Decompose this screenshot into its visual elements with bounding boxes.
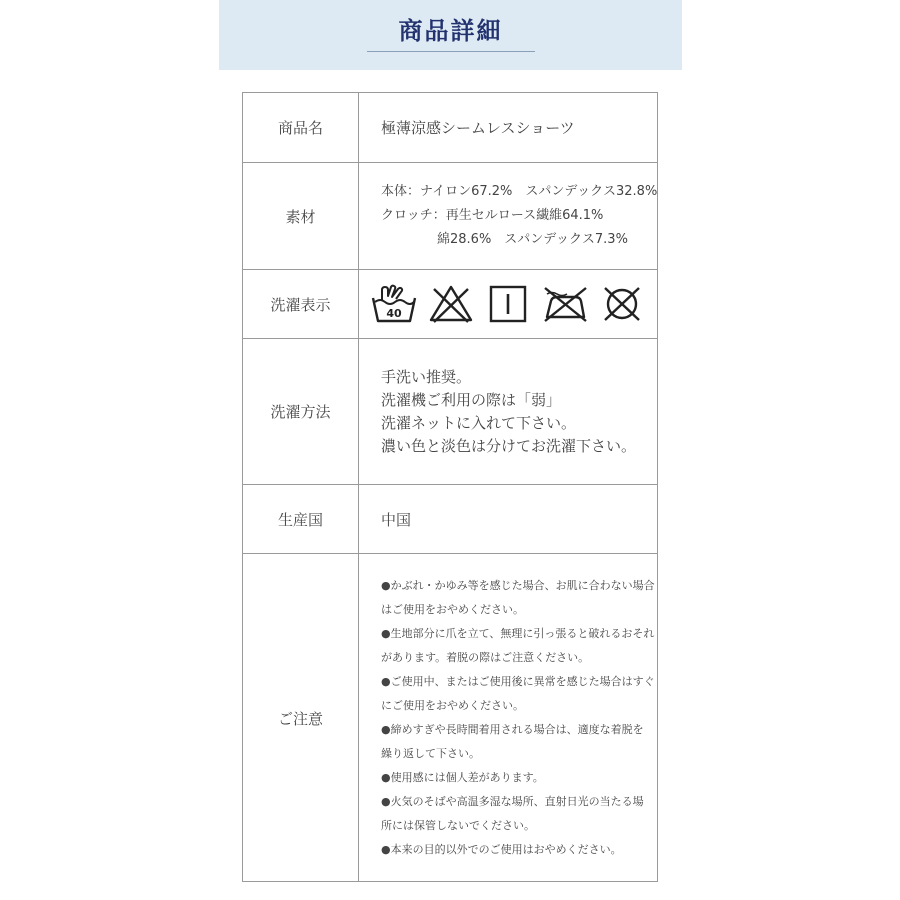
row-washing-method [243, 339, 657, 485]
caution-line: ●締めすぎや長時間着用される場合は、適度な着脱を [381, 723, 644, 736]
laundry-symbol-list [359, 270, 657, 338]
no-bleach-icon [428, 284, 474, 324]
caution-line: ●ご使用中、またはご使用後に異常を感じた場合はすぐ [381, 675, 655, 688]
method-line: 洗濯ネットに入れて下さい。 [381, 413, 577, 432]
caution-line: があります。着脱の際はご注意ください。 [381, 651, 590, 664]
row-label: 生産国 [243, 485, 359, 553]
method-line: 手洗い推奨。 [381, 367, 472, 386]
row-value-text: 極薄涼感シームレスショーツ [381, 119, 575, 137]
row-caution [243, 554, 657, 882]
product-name-value [359, 93, 657, 162]
product-detail-table [242, 92, 658, 882]
caution-line: 所には保管しないでください。 [381, 819, 535, 832]
washing-method-value [359, 339, 657, 484]
country-value [359, 485, 657, 553]
row-product-name [243, 93, 657, 163]
row-label: 洗濯表示 [243, 270, 359, 338]
row-value-text: 中国 [381, 510, 412, 529]
svg-text:40: 40 [386, 307, 402, 320]
material-line: 本体：ナイロン67.2% スパンデックス32.8% [381, 184, 658, 199]
header-band [219, 0, 682, 70]
row-label: 素材 [243, 163, 359, 269]
row-country-of-origin [243, 485, 657, 554]
caution-line: はご使用をおやめください。 [381, 603, 524, 616]
caution-line: にご使用をおやめください。 [381, 699, 524, 712]
method-line: 洗濯機ご利用の際は「弱」 [381, 390, 562, 409]
page-title: 商品詳細 [398, 17, 503, 45]
caution-line: ●かぶれ・かゆみ等を感じた場合、お肌に合わない場合 [381, 579, 655, 592]
method-line: 濃い色と淡色は分けてお洗濯下さい。 [381, 436, 637, 455]
row-label: 洗濯方法 [243, 339, 359, 484]
row-label: 商品名 [243, 93, 359, 162]
caution-line: ●火気のそばや高温多湿な場所、直射日光の当たる場 [381, 795, 644, 808]
hand-wash-40-icon [371, 284, 417, 324]
material-line: クロッチ：再生セルロース繊維64.1% [381, 208, 604, 223]
row-laundry-symbols [243, 270, 657, 339]
no-dry-clean-icon [599, 284, 645, 324]
material-value [359, 163, 657, 269]
tumble-dry-prohibited-icon [485, 284, 531, 324]
caution-line: ●本来の目的以外でのご使用はおやめください。 [381, 843, 622, 856]
row-material [243, 163, 657, 270]
material-line: 綿28.6% スパンデックス7.3% [437, 232, 628, 247]
caution-line: 繰り返して下さい。 [381, 747, 480, 760]
row-label: ご注意 [243, 554, 359, 882]
title-underline [367, 51, 535, 52]
laundry-symbols-value [359, 270, 657, 338]
no-iron-icon [542, 284, 588, 324]
caution-value [359, 554, 657, 882]
caution-line: ●生地部分に爪を立て、無理に引っ張ると破れるおそれ [381, 627, 655, 640]
caution-line: ●使用感には個人差があります。 [381, 771, 544, 784]
